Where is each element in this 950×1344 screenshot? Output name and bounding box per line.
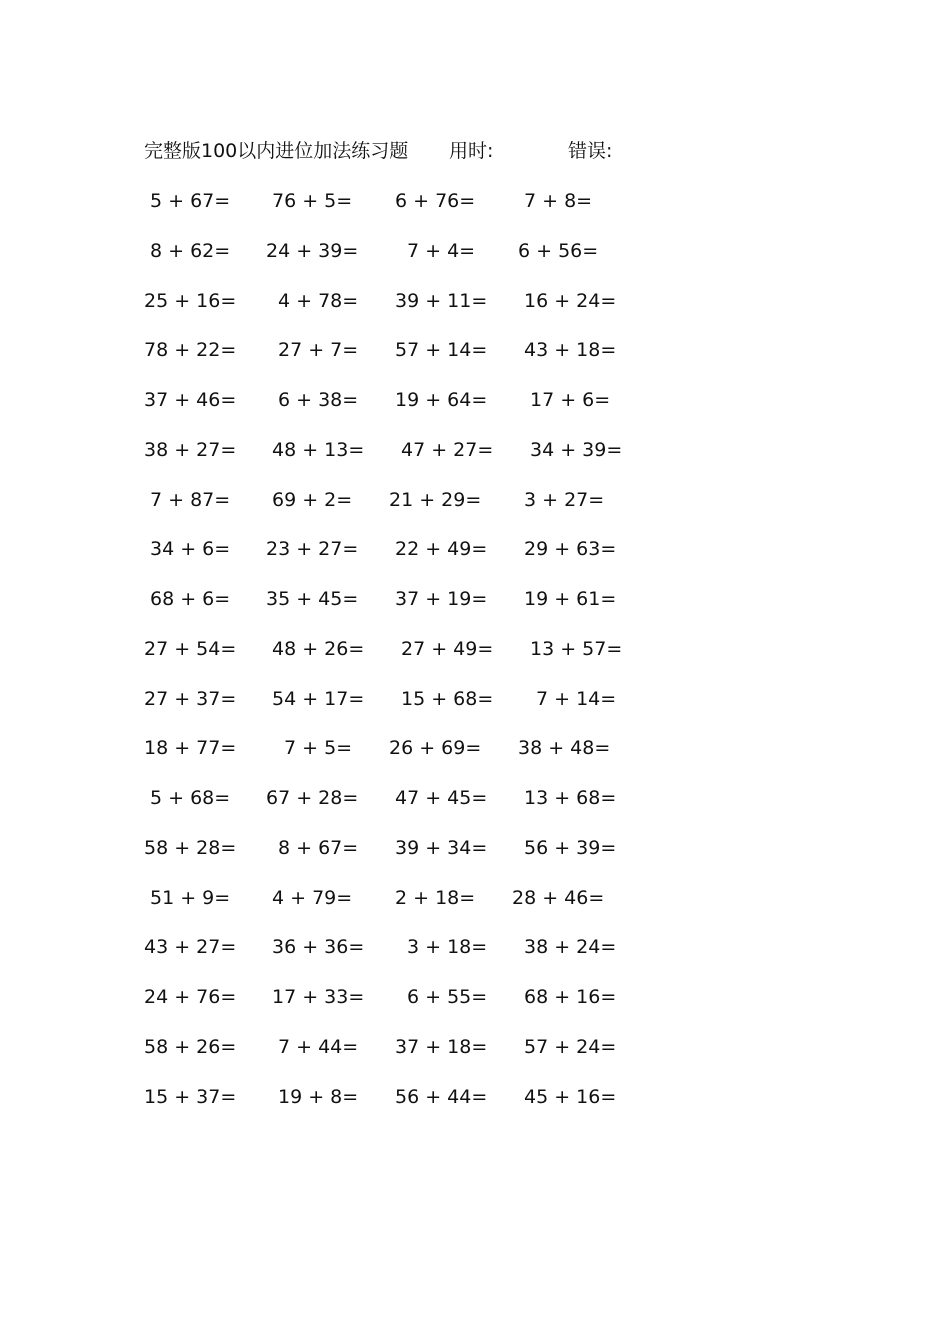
addition-problem: 25 + 16= [144,289,237,312]
addition-problem: 47 + 27= [401,438,494,461]
addition-problem: 5 + 67= [150,190,231,212]
problem-row [0,1082,950,1112]
addition-problem: 27 + 49= [401,637,494,660]
addition-problem: 48 + 13= [272,438,365,461]
problem-row [0,385,950,415]
addition-problem: 28 + 46= [512,886,605,909]
problem-row [0,932,950,962]
problem-row [0,833,950,863]
worksheet-title: 完整版100以内进位加法练习题 [144,140,409,162]
problem-row [0,684,950,714]
addition-problem: 19 + 8= [278,1085,359,1108]
addition-problem: 4 + 79= [272,886,353,909]
addition-problem: 7 + 44= [278,1035,359,1058]
addition-problem: 35 + 45= [266,588,359,610]
addition-problem: 78 + 22= [144,339,237,362]
addition-problem: 38 + 24= [524,936,617,959]
addition-problem: 37 + 18= [395,1035,488,1058]
addition-problem: 8 + 67= [278,836,359,859]
problem-row [0,236,950,266]
addition-problem: 47 + 45= [395,787,488,809]
problem-row [0,783,950,813]
addition-problem: 68 + 6= [150,588,231,610]
addition-problem: 48 + 26= [272,637,365,660]
addition-problem: 18 + 77= [144,737,237,760]
addition-problem: 39 + 11= [395,289,488,312]
addition-problem: 43 + 18= [524,339,617,362]
problem-row [0,435,950,465]
addition-problem: 15 + 68= [401,687,494,710]
addition-problem: 54 + 17= [272,687,365,710]
problem-row [0,634,950,664]
addition-problem: 43 + 27= [144,936,237,959]
addition-problem: 76 + 5= [272,190,353,212]
addition-problem: 6 + 56= [518,239,599,262]
addition-problem: 37 + 19= [395,588,488,610]
addition-problem: 56 + 39= [524,836,617,859]
addition-problem: 6 + 55= [407,986,488,1008]
addition-problem: 57 + 14= [395,339,488,362]
problem-row [0,733,950,763]
addition-problem: 7 + 8= [524,190,593,212]
problem-row [0,335,950,365]
addition-problem: 16 + 24= [524,289,617,312]
addition-problem: 26 + 69= [389,737,482,760]
problem-row [0,1032,950,1062]
addition-problem: 24 + 76= [144,986,237,1008]
addition-problem: 19 + 61= [524,588,617,610]
addition-problem: 13 + 57= [530,637,623,660]
addition-problem: 39 + 34= [395,836,488,859]
addition-problem: 5 + 68= [150,787,231,809]
addition-problem: 8 + 62= [150,239,231,262]
addition-problem: 29 + 63= [524,538,617,561]
addition-problem: 51 + 9= [150,886,231,909]
addition-problem: 7 + 14= [536,687,617,710]
addition-problem: 7 + 5= [284,737,353,760]
problem-row [0,485,950,515]
addition-problem: 58 + 28= [144,836,237,859]
addition-problem: 37 + 46= [144,389,237,411]
addition-problem: 36 + 36= [272,936,365,959]
addition-problem: 2 + 18= [395,886,476,909]
addition-problem: 3 + 18= [407,936,488,959]
problem-row [0,534,950,564]
addition-problem: 58 + 26= [144,1035,237,1058]
addition-problem: 4 + 78= [278,289,359,312]
addition-problem: 38 + 27= [144,438,237,461]
addition-problem: 24 + 39= [266,239,359,262]
problem-row [0,982,950,1012]
addition-problem: 23 + 27= [266,538,359,561]
addition-problem: 34 + 6= [150,538,231,561]
addition-problem: 13 + 68= [524,787,617,809]
problem-row [0,584,950,614]
addition-problem: 7 + 4= [407,239,476,262]
addition-problem: 19 + 64= [395,389,488,411]
addition-problem: 22 + 49= [395,538,488,561]
addition-problem: 7 + 87= [150,488,231,511]
error-label: 错误: [568,140,613,162]
addition-problem: 57 + 24= [524,1035,617,1058]
addition-problem: 17 + 6= [530,389,611,411]
addition-problem: 27 + 7= [278,339,359,362]
problem-row [0,883,950,913]
addition-problem: 17 + 33= [272,986,365,1008]
addition-problem: 6 + 38= [278,389,359,411]
problem-row [0,186,950,216]
problem-row [0,286,950,316]
addition-problem: 27 + 37= [144,687,237,710]
addition-problem: 38 + 48= [518,737,611,760]
addition-problem: 69 + 2= [272,488,353,511]
addition-problem: 56 + 44= [395,1085,488,1108]
addition-problem: 34 + 39= [530,438,623,461]
addition-problem: 27 + 54= [144,637,237,660]
addition-problem: 15 + 37= [144,1085,237,1108]
addition-problem: 3 + 27= [524,488,605,511]
time-label: 用时: [449,140,494,162]
addition-problem: 45 + 16= [524,1085,617,1108]
addition-problem: 21 + 29= [389,488,482,511]
addition-problem: 67 + 28= [266,787,359,809]
addition-problem: 68 + 16= [524,986,617,1008]
addition-problem: 6 + 76= [395,190,476,212]
